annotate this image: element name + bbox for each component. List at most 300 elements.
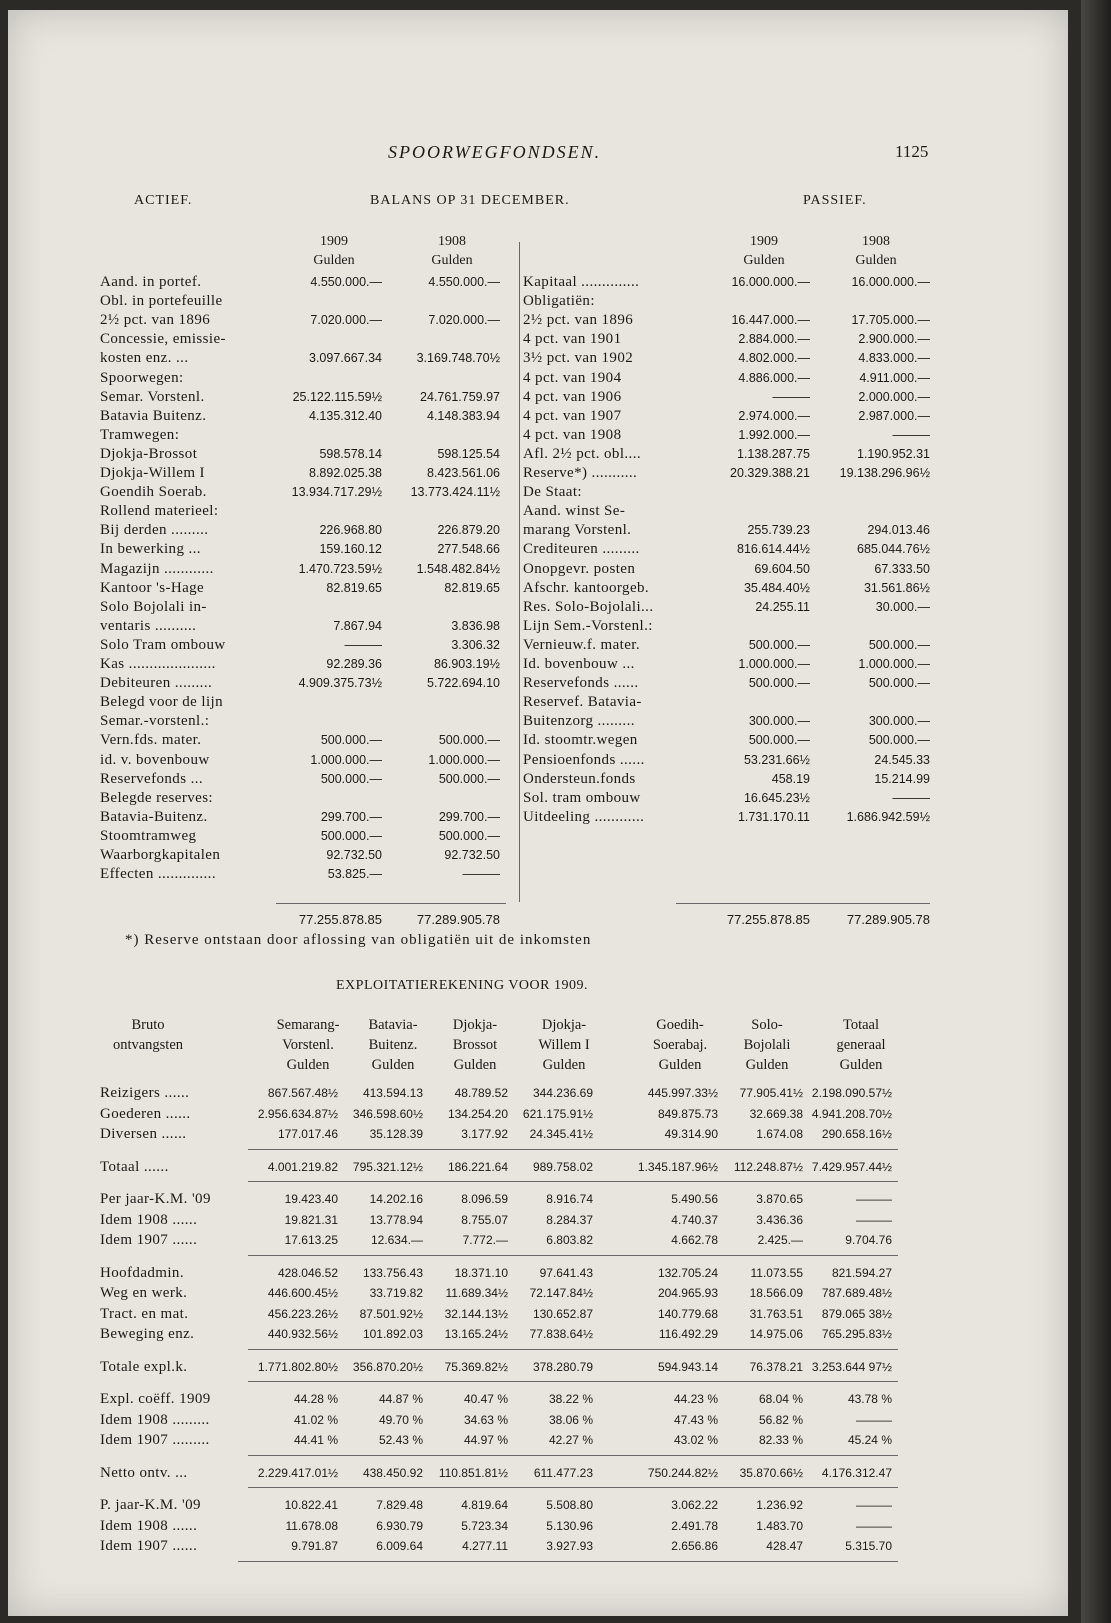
actief-value-1908: 500.000.— [438,828,500,843]
actief-total-rule [276,903,506,904]
actief-item-label: Obl. in portefeuille [100,293,223,310]
expl-value: 2.656.86 [671,1539,718,1553]
expl-value: 8.755.07 [461,1212,508,1227]
expl-value: 1.674.08 [756,1127,803,1141]
passief-value-1909: 4.886.000.— [738,370,810,385]
expl-header-line: Soerabaj. [652,1037,708,1053]
passief-row [8,292,1068,311]
expl-value: 4.819.64 [461,1498,508,1512]
passief-item-label: Obligatiën: [523,293,595,310]
actief-item-label: Semar.-vorstenl.: [100,713,210,730]
actief-item-label: Djokja-Brossot [100,445,198,462]
actief-total-1908: 77.289.905.78 [416,912,500,927]
actief-item-label: Rollend materieel: [100,503,219,520]
passief-value-1908: 2.900.000.— [858,332,930,347]
passief-row [8,464,1068,483]
passief-item-label: 4 pct. van 1907 [523,407,622,424]
expl-value: 356.870.20½ [352,1359,423,1374]
actief-value-1909: 299.700.— [320,809,382,824]
actief-item-label: Reservefonds ... [100,770,204,787]
expl-value: 87.501.92½ [359,1306,423,1321]
expl-value: 821.594.27 [831,1265,892,1280]
expl-value: 7.829.48 [376,1498,423,1512]
passief-row [8,502,1068,521]
expl-value: 2.229.417.01½ [257,1465,338,1480]
expl-value: 44.41 % [293,1433,338,1447]
passief-item-label: Vernieuw.f. mater. [523,636,641,653]
passief-row [8,445,1068,464]
expl-header-line: Gulden [453,1057,497,1073]
expl-row-label: Idem 1907 ...... [100,1232,198,1248]
expl-value: 75.369.82½ [444,1359,508,1374]
passief-item-label: Id. bovenbouw ... [523,656,635,672]
actief-item-label: ventaris .......... [100,617,197,634]
expl-value: 346.598.60½ [352,1106,423,1121]
expl-value: 621.175.91½ [522,1106,593,1121]
actief-value-1908: 24.761.759.97 [420,389,500,404]
expl-value: ——— [856,1192,892,1206]
actief-item-label: Djokja-Willem I [100,465,205,481]
actief-value-1908: 86.903.19½ [433,657,500,671]
expl-value: 2.198.090.57½ [811,1086,892,1100]
passief-value-1908: 17.705.000.— [851,313,930,328]
expl-value: 24.345.41½ [529,1127,593,1141]
expl-value: 765.295.83½ [821,1327,892,1341]
actief-value-1909: ——— [344,637,382,652]
expl-value: 8.284.37 [546,1212,593,1227]
passief-value-1909: 500.000.— [748,733,810,748]
passief-value-1908: 19.138.296.96½ [839,466,930,480]
passief-value-1909: 255.739.23 [747,523,810,538]
expl-row [8,1390,1068,1409]
expl-header-line: Gulden [371,1057,415,1073]
actief-value-1909: 500.000.— [320,828,382,843]
passief-value-1909: 1.731.170.11 [737,809,810,824]
expl-row [8,1496,1068,1515]
actief-value-1909: 598.578.14 [319,446,382,461]
passief-value-1909: 2.974.000.— [738,408,810,423]
actief-item-label: Effecten .............. [100,866,216,883]
expl-value: 34.63 % [463,1412,508,1427]
passief-value-1909: 816.614.44½ [737,542,810,557]
running-title: SPOORWEGFONDSEN. [388,142,602,162]
passief-item-label: De Staat: [523,484,583,501]
actief-value-1908: 3.169.748.70½ [416,351,500,366]
passief-value-1909: 20.329.388.21 [730,466,810,480]
expl-value: 204.965.93 [657,1286,718,1300]
expl-row [8,1231,1068,1250]
expl-value: 440.932.56½ [267,1327,338,1341]
passief-value-1909: 24.255.11 [755,599,810,614]
expl-value: 3.062.22 [671,1498,718,1512]
expl-value: 112.248.87½ [733,1159,803,1174]
actief-item-label: Goendih Soerab. [100,484,207,501]
actief-value-1908: 82.819.65 [444,580,500,595]
section-rule [248,1381,898,1382]
expl-value: 13.165.24½ [444,1327,508,1341]
actief-item-label: Aand. in portef. [100,274,202,290]
passief-value-1908: 2.000.000.— [858,389,930,404]
expl-row [8,1264,1068,1283]
passief-row [8,617,1068,636]
passief-value-1909: 16.645.23½ [743,790,810,805]
expl-value: 7.429.957.44½ [811,1159,892,1174]
expl-value: 49.314.90 [664,1127,718,1141]
actief-item-label: Waarborgkapitalen [100,847,221,863]
expl-value: 290.658.16½ [821,1127,892,1141]
expl-row [8,1284,1068,1303]
expl-row [8,1125,1068,1144]
passief-value-1908: 30.000.— [875,599,930,614]
expl-value: 750.244.82½ [647,1465,718,1480]
expl-value: 77.838.64½ [529,1327,593,1341]
passief-item-label: Pensioenfonds ...... [523,751,645,768]
actief-item-label: Semar. Vorstenl. [100,388,205,405]
passief-value-1908: 16.000.000.— [851,275,930,289]
expl-header-line: Bojolali [743,1037,791,1053]
passief-item-label: Reserve*) ........... [523,465,638,481]
passief-value-1908: ——— [892,427,930,442]
expl-value: 44.87 % [378,1392,423,1406]
actief-value-1909: 159.160.12 [319,542,382,557]
actief-item-label: Kantoor 's-Hage [100,579,205,596]
passief-item-label: Afschr. kantoorgeb. [523,579,650,596]
expl-row [8,1358,1068,1377]
expl-value: 5.130.96 [546,1518,593,1533]
passief-value-1909: ——— [772,389,810,404]
actief-value-1908: 598.125.54 [437,446,500,461]
expl-header-line: Gulden [542,1057,586,1073]
expl-row-label: Idem 1907 ...... [100,1538,198,1554]
actief-value-1909: 1.000.000.— [310,752,382,767]
expl-value: 43.78 % [847,1392,892,1406]
passief-item-label: 3½ pct. van 1902 [523,350,634,367]
expl-value: 3.436.36 [756,1212,803,1227]
expl-header-line: ontvangsten [112,1037,184,1053]
passief-item-label: Sol. tram ombouw [523,789,641,806]
expl-value: 11.678.08 [285,1518,338,1533]
expl-value: 9.704.76 [845,1233,892,1247]
expl-value: 38.22 % [548,1392,593,1406]
actief-value-1908: 226.879.20 [437,523,500,538]
actief-value-1909: 53.825.— [327,867,382,882]
actief-value-1908: 8.423.561.06 [427,466,500,480]
passief-value-1909: 458.19 [771,771,810,786]
actief-value-1909: 226.968.80 [319,523,382,538]
expl-value: 5.723.34 [461,1518,508,1533]
expl-value: 879.065 38½ [821,1306,892,1321]
expl-value: 33.719.82 [369,1286,423,1300]
expl-value: 4.001.219.82 [267,1159,338,1174]
expl-row-label: Tract. en mat. [100,1305,189,1322]
actief-value-1909: 13.934.717.29½ [291,485,382,500]
actief-1909-header [286,232,382,270]
actief-item-label: Solo Bojolali in- [100,598,207,615]
expl-value: 2.491.78 [671,1518,718,1533]
expl-value: 77.905.41½ [739,1086,803,1100]
passief-item-label: 4 pct. van 1906 [523,388,622,405]
expl-value: 4.277.11 [462,1539,508,1553]
passief-row [8,808,1068,827]
passief-value-1909: 53.231.66½ [743,752,810,767]
passief-value-1909: 1.992.000.— [738,427,810,442]
expl-header-line: Gulden [658,1057,702,1073]
actief-item-label: Debiteuren ......... [100,675,213,692]
passief-value-1909: 35.484.40½ [743,580,810,595]
expl-value: 3.253.644 97½ [811,1359,892,1374]
expl-row-label: Per jaar-K.M. '09 [100,1191,211,1207]
section-rule [248,1255,898,1256]
book-edge [1081,0,1111,1623]
passief-row [8,483,1068,502]
expl-value: 4.941.208.70½ [811,1106,892,1121]
year-label: 1908 [862,234,890,249]
actief-item-label: Tramwegen: [100,426,180,443]
expl-row-label: P. jaar-K.M. '09 [100,1497,201,1513]
passief-value-1908: 1.000.000.— [858,657,930,671]
actief-value-1908: 277.548.66 [437,542,500,557]
passief-value-1909: 500.000.— [748,676,810,691]
expl-col-header [635,1015,725,1075]
expl-header-line: Gulden [839,1057,883,1073]
expl-value: 611.477.23 [533,1465,593,1480]
expl-row [8,1105,1068,1124]
expl-value: 7.772.— [462,1233,508,1247]
actief-item-label: Vern.fds. mater. [100,732,202,749]
expl-header-line: Djokja- [541,1017,587,1033]
passief-item-label: Uitdeeling ............ [523,808,645,825]
expl-header-line: Gulden [745,1057,789,1073]
actief-value-1909: 92.732.50 [326,848,382,862]
expl-col-header [434,1015,516,1075]
expl-value: 130.652.87 [532,1306,593,1321]
actief-value-1909: 3.097.667.34 [309,351,382,366]
passief-row [8,369,1068,388]
year-label: 1909 [320,234,348,249]
actief-value-1908: 4.148.383.94 [427,408,500,423]
page-number: 1125 [895,142,929,161]
expl-value: 10.822.41 [284,1498,338,1512]
actief-item-label: id. v. bovenbouw [100,751,210,768]
passief-row [8,407,1068,426]
expl-value: 5.490.56 [671,1192,718,1206]
expl-value: 6.009.64 [376,1539,423,1553]
expl-row [8,1305,1068,1324]
passief-row [8,712,1068,731]
expl-col-header [258,1015,358,1075]
passief-value-1908: 685.044.76½ [857,542,930,557]
passief-value-1909: 16.000.000.— [731,275,810,289]
actief-value-1908: 3.836.98 [451,618,500,633]
expl-value: 31.763.51 [749,1306,803,1321]
expl-value: 48.789.52 [454,1086,508,1100]
expl-header-line: Solo- [751,1017,783,1033]
expl-col-header [724,1015,810,1075]
footnote: *) Reserve ontstaan door aflossing van obligatiën uit de inkomsten [125,932,592,948]
expl-header-line: Willem I [538,1037,590,1053]
passief-item-label: Lijn Sem.-Vorstenl.: [523,617,653,634]
expl-value: 4.662.78 [671,1233,718,1247]
actief-item-label: Spoorwegen: [100,369,184,386]
expl-value: 76.378.21 [749,1359,803,1374]
passief-header: PASSIEF. [803,193,867,208]
passief-item-label: marang Vorstenl. [523,522,632,539]
expl-value: 68.04 % [758,1392,803,1406]
expl-value: 13.778.94 [369,1212,423,1227]
actief-row [8,827,1068,846]
expl-value: 38.06 % [548,1412,593,1427]
expl-row-label: Idem 1908 ...... [100,1211,198,1228]
passief-value-1909: 2.884.000.— [738,332,810,347]
expl-value: 140.779.68 [657,1306,718,1321]
actief-item-label: Magazijn ............ [100,560,214,577]
actief-item-label: Belegd voor de lijn [100,694,223,711]
expl-row-label: Weg en werk. [100,1285,188,1301]
passief-row [8,540,1068,559]
passief-row [8,349,1068,368]
actief-item-label: In bewerking ... [100,541,201,558]
year-label: 1909 [750,234,778,249]
actief-value-1908: 7.020.000.— [428,313,500,328]
expl-value: 849.875.73 [657,1106,718,1121]
expl-header-line: generaal [836,1037,886,1053]
expl-value: ——— [856,1498,892,1512]
expl-value: 5.315.70 [845,1539,892,1553]
actief-value-1908: 92.732.50 [444,848,500,862]
expl-value: 8.096.59 [461,1192,508,1206]
passief-row [8,770,1068,789]
passief-value-1909: 69.604.50 [754,561,810,576]
actief-value-1909: 25.122.115.59½ [292,389,382,404]
expl-value: 12.634.— [370,1233,423,1247]
passief-row [8,751,1068,770]
expl-header-line: Bruto [131,1017,165,1033]
expl-value: 378.280.79 [532,1359,593,1374]
section-rule [248,1149,898,1150]
expl-row-label: Totale expl.k. [100,1358,188,1375]
expl-col-header [519,1015,609,1075]
actief-value-1909: 7.020.000.— [310,313,382,328]
actief-value-1909: 4.135.312.40 [309,408,382,423]
book-page [8,10,1068,1616]
expl-value: 6.930.79 [376,1518,423,1533]
passief-row [8,560,1068,579]
expl-value: 594.943.14 [657,1359,718,1374]
expl-row [8,1211,1068,1230]
passief-row [8,579,1068,598]
passief-1909-header [718,232,810,270]
passief-value-1908: 500.000.— [868,637,930,652]
expl-row-label: Idem 1907 ......... [100,1432,210,1448]
actief-value-1908: 500.000.— [438,733,500,748]
expl-value: 795.321.12½ [352,1159,423,1174]
passief-total-1908: 77.289.905.78 [846,912,930,927]
passief-value-1908: 2.987.000.— [858,408,930,423]
expl-value: 110.851.81½ [438,1465,508,1480]
actief-value-1909: 1.470.723.59½ [298,561,382,576]
expl-value: 6.803.82 [546,1233,593,1247]
expl-header-line: Gulden [286,1057,330,1073]
expl-value: 43.02 % [673,1433,718,1447]
section-rule [248,1487,898,1488]
expl-value: 18.566.09 [749,1286,803,1300]
expl-value: 35.870.66½ [739,1465,803,1480]
actief-value-1909: 500.000.— [320,771,382,786]
expl-row [8,1431,1068,1450]
expl-value: 116.492.29 [658,1327,718,1341]
unit-label: Gulden [855,253,897,268]
section-rule [248,1455,898,1456]
passief-item-label: Id. stoomtr.wegen [523,732,638,749]
expl-row-label: Totaal ...... [100,1158,169,1175]
expl-value: 413.594.13 [362,1086,423,1100]
expl-value: 2.956.634.87½ [257,1106,338,1121]
expl-value: 445.997.33½ [647,1086,718,1100]
expl-value: 3.177.92 [461,1127,508,1141]
passief-value-1909: 300.000.— [748,714,810,729]
passief-item-label: Buitenzorg ......... [523,713,635,730]
expl-value: 101.892.03 [362,1327,423,1341]
expl-value: 446.600.45½ [267,1286,338,1300]
passief-row [8,674,1068,693]
expl-value: 18.371.10 [454,1265,508,1280]
expl-value: 32.144.13½ [444,1306,508,1321]
expl-value: ——— [856,1518,892,1533]
passief-value-1908: ——— [892,790,930,805]
expl-value: 133.756.43 [362,1265,423,1280]
expl-value: ——— [856,1412,892,1427]
actief-item-label: Belegde reserves: [100,789,214,806]
expl-value: 44.28 % [293,1392,338,1406]
passief-item-label: 4 pct. van 1908 [523,426,622,443]
expl-value: ——— [856,1212,892,1227]
year-label: 1908 [438,234,466,249]
expl-value: 72.147.84½ [529,1286,593,1300]
expl-col-header [816,1015,906,1075]
expl-row [8,1537,1068,1556]
actief-item-label: kosten enz. ... [100,350,189,367]
expl-row-label: Hoofdadmin. [100,1264,184,1281]
passief-total-rule [676,903,930,904]
actief-value-1909: 92.289.36 [326,657,382,671]
passief-item-label: 4 pct. van 1904 [523,369,622,386]
expl-value: 47.43 % [673,1412,718,1427]
expl-value: 19.821.31 [284,1212,338,1227]
actief-value-1908: 5.722.694.10 [427,676,500,691]
actief-value-1909: 82.819.65 [326,580,382,595]
passief-value-1909: 16.447.000.— [731,313,810,328]
expl-header-line: Semarang- [276,1017,340,1033]
unit-label: Gulden [431,253,473,268]
expl-value: 177.017.46 [277,1127,338,1141]
expl-value: 82.33 % [758,1433,803,1447]
passief-value-1909: 1.138.287.75 [737,446,810,461]
expl-row-label: Expl. coëff. 1909 [100,1391,211,1407]
expl-value: 44.97 % [463,1433,508,1447]
passief-value-1908: 15.214.99 [874,771,930,786]
passief-row [8,330,1068,349]
passief-row [8,426,1068,445]
expl-row-label: Goederen ...... [100,1105,191,1122]
expl-row-label: Idem 1908 ...... [100,1517,198,1534]
expl-row [8,1517,1068,1536]
section-rule [248,1181,898,1182]
expl-header-line: Vorstenl. [282,1037,334,1053]
expl-value: 44.23 % [673,1392,718,1406]
passief-row [8,789,1068,808]
balance-title: BALANS OP 31 DECEMBER. [370,193,570,208]
actief-value-1908: 1.548.482.84½ [416,561,500,576]
